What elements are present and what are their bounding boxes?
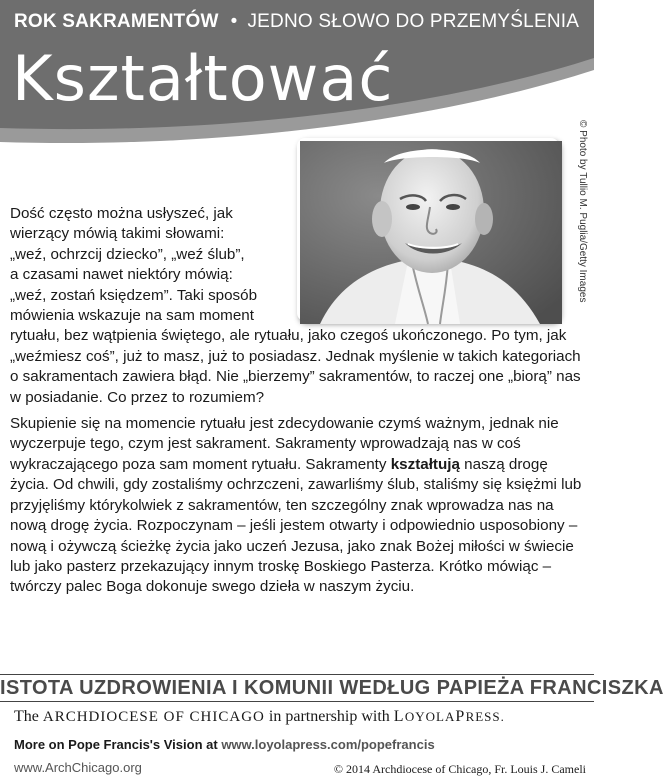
press-initial: P: [455, 708, 466, 725]
copyright-notice: © 2014 Archdiocese of Chicago, Fr. Louis J. Cameli: [333, 762, 586, 776]
paragraph-1-rest: rytuału, bez wątpienia świętego, ale rytuału, jako czegoś ukończonego. Po tym, jak „weźmiesz coś”, już to masz, już to posiadasz. Jednak myślenie w takich kategoriach o sakramentach zawiera błąd. Nie „bierzemy” sakramentów, to raczej one „biorą” nas w posiadanie. Co przez to rozumiem?: [10, 327, 581, 406]
press-rest: RESS.: [465, 709, 505, 724]
photo-credit: © Photo by Tullio M. Puglia/Getty Images: [577, 120, 588, 303]
loyola-initial: L: [393, 708, 405, 725]
loyola-press-logo: [394, 708, 505, 725]
header-kicker: [14, 11, 589, 33]
page-title: Kształtować: [12, 42, 394, 115]
archchicago-link[interactable]: www.ArchChicago.org: [14, 760, 142, 775]
header-subtitle: JEDNO SŁOWO DO PRZEMYŚLENIA: [247, 11, 580, 32]
series-banner: ISTOTA UZDROWIENIA I KOMUNII WEDŁUG PAPIEŻA FRANCISZKA: [0, 674, 594, 702]
paragraph-1-line-3: „weź, ochrzcij dziecko”, „weź ślub”,: [10, 245, 245, 263]
partnership-line: [14, 708, 589, 726]
paragraph-1: [10, 204, 588, 408]
paragraph-1-line-6: mówienia wskazuje na sam moment: [10, 307, 254, 325]
loyola-url-link[interactable]: www.loyolapress.com/popefrancis: [221, 737, 435, 752]
header-banner: [0, 0, 594, 150]
paragraph-1-line-5: „weź, zostań księdzem”. Taki sposób: [10, 286, 258, 304]
series-label: ROK SAKRAMENTÓW: [14, 11, 219, 32]
more-info-line: [14, 737, 435, 752]
loyola-rest: OYOLA: [404, 709, 456, 724]
separator-dot: •: [230, 11, 238, 32]
keyword-bold: kształtują: [390, 455, 460, 473]
paragraph-1-line-1: Dość często można usłyszeć, jak: [10, 205, 233, 222]
more-info-label: More on Pope Francis's Vision at: [14, 737, 218, 752]
partners-middle: in partnership with: [268, 708, 390, 725]
article-body: [10, 204, 588, 598]
paragraph-1-line-2: wierzący mówią takimi słowami:: [10, 225, 225, 243]
partners-the: The: [14, 708, 39, 725]
paragraph-1-line-4: a czasami nawet niektóry mówią:: [10, 266, 233, 284]
paragraph-2-end: naszą drogę życia. Od chwili, gdy zostaliśmy ochrzczeni, zawarliśmy ślub, staliśmy się księżmi lub przyjęliśmy którykolwiek z sakramentów, ten szczególny znak wprowadza nas na nową drogę życia. Rozpoczynam – jeśli jestem otwarty i odpowiednio usposobiony – nową i ożywczą ścieżkę życia jako uczeń Jezusa, jako znak Bożej miłości w świecie lub jako pasterz przekazujący innym troskę Boskiego Pasterza. Krótko mówiąc – twórczy palec Boga dokonuje swego dzieła w naszym życiu.: [10, 455, 582, 596]
paragraph-2-start: Skupienie się na momencie rytuału jest zdecydowanie czymś ważnym, jednak nie wyczerpuje tego, czym jest sakrament. Sakramenty wprowadzają nas w coś wykraczającego poza sam moment rytuału. Sakramenty: [10, 415, 559, 473]
archdiocese-name: ARCHDIOCESE OF CHICAGO: [42, 709, 265, 725]
paragraph-2: [10, 414, 588, 598]
